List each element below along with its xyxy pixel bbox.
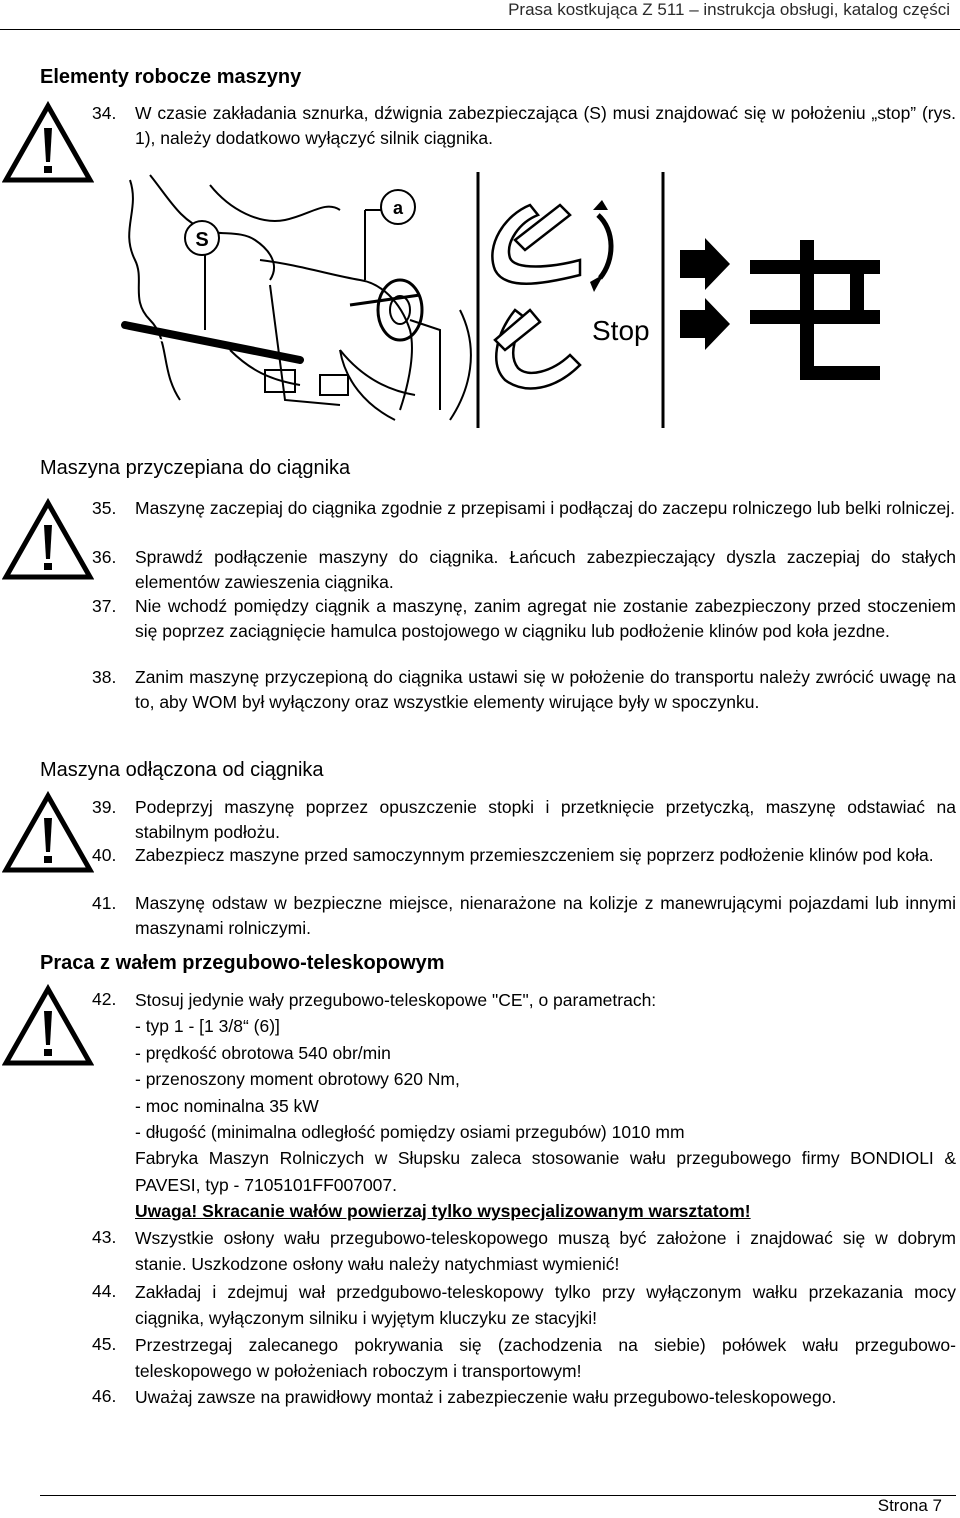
list-item-46 — [92, 1384, 956, 1410]
section-title-attached: Maszyna przyczepiana do ciągnika — [40, 457, 351, 479]
item-number: 36. — [92, 547, 117, 567]
list-item-34 — [92, 101, 956, 150]
arrow-right-icon — [680, 238, 730, 290]
list-item-37 — [92, 594, 956, 643]
list-item-35 — [92, 496, 956, 521]
item-number: 40. — [92, 845, 117, 865]
item-text: Maszynę odstaw w bezpieczne miejsce, nienarażone na kolizje z manewrującymi pojazdami lub innymi maszynami rolniczymi. — [135, 893, 956, 938]
param-type: - typ 1 - [1 3/8“ (6)] — [135, 1016, 280, 1037]
item-number: 35. — [92, 498, 117, 518]
list-item-38 — [92, 665, 956, 714]
warning-triangle-icon — [2, 983, 94, 1067]
item-number: 42. — [92, 989, 117, 1009]
warning-triangle-icon — [2, 790, 94, 874]
param-speed: - prędkość obrotowa 540 obr/min — [135, 1042, 391, 1063]
document-title: Prasa kostkująca Z 511 – instrukcja obsługi, katalog części — [508, 0, 950, 19]
label-stop: Stop — [592, 315, 650, 346]
warning-triangle-icon — [2, 100, 94, 184]
recommendation-text: Fabryka Maszyn Rolniczych w Słupsku zaleca stosowanie wału przegubowego firmy BONDIOLI & PAVESI, typ - 7105101FF007007. — [135, 1148, 956, 1195]
arrow-right-icon — [680, 298, 730, 350]
item-number: 45. — [92, 1334, 117, 1354]
item-text: Uważaj zawsze na prawidłowy montaż i zabezpieczenie wału przegubowo-teleskopowego. — [135, 1387, 837, 1407]
item-number: 41. — [92, 893, 117, 913]
section-title-pto-shaft: Praca z wałem przegubowo-teleskopowym — [40, 952, 445, 974]
figure-twine-lever — [110, 170, 960, 428]
lever-bar-symbol — [750, 240, 880, 380]
machine-drawing — [125, 175, 471, 420]
item-text: Zabezpiecz maszyne przed samoczynnym przemieszczeniem się poprzerz podłożenie klinów pod koła. — [135, 845, 934, 865]
list-item-39 — [92, 795, 956, 844]
list-item-40 — [92, 843, 956, 868]
page-number: Strona 7 — [877, 1496, 942, 1515]
list-item-45 — [92, 1332, 956, 1385]
item-number: 46. — [92, 1386, 117, 1406]
item-text: Podeprzyj maszynę poprzez opuszczenie stopki i przetknięcie przetyczką, maszynę odstawiać na stabilnym podłożu. — [135, 797, 956, 842]
item-text: Maszynę zaczepiaj do ciągnika zgodnie z przepisami i podłączaj do zaczepu rolniczego lub belki rolniczej. — [135, 498, 956, 518]
label-s: S — [195, 229, 209, 251]
item-number: 34. — [92, 103, 117, 123]
list-item-36 — [92, 545, 956, 594]
list-item-44 — [92, 1279, 956, 1332]
item-number: 44. — [92, 1281, 117, 1301]
footer-rule — [40, 1495, 956, 1496]
list-item-43 — [92, 1225, 956, 1278]
list-item-42 — [92, 987, 956, 1225]
item-text: Nie wchodź pomiędzy ciągnik a maszynę, zanim agregat nie zostanie zabezpieczony przed stoczeniem się poprzez zaciągnięcie hamulca postojowego w ciągniku lub podłożenie klinów pod koła jezdne. — [135, 596, 956, 641]
label-a: a — [392, 198, 404, 218]
item-number: 38. — [92, 667, 117, 687]
item-text: Zanim maszynę przyczepioną do ciągnika ustawi się w położenie do transportu należy zwrócić uwagę na to, aby WOM był wyłączony oraz wszystkie elementy wirujące były w spoczynku. — [135, 667, 956, 712]
item-text: W czasie zakładania sznurka, dźwignia zabezpieczająca (S) musi znajdować się w położeniu „stop” (rys. 1), należy dodatkowo wyłączyć silnik ciągnika. — [135, 103, 956, 148]
item-text: Wszystkie osłony wału przegubowo-teleskopowego muszą być założone i znajdować się w dobrym stanie. Uszkodzone osłony wału należy natychmiast wymienić! — [135, 1228, 956, 1275]
item-text: Przestrzegaj zalecanego pokrywania się (zachodzenia na siebie) połówek wału przegubowo-teleskopowego w położeniach roboczym i transportowym! — [135, 1335, 956, 1382]
warning-note: Uwaga! Skracanie wałów powierzaj tylko wyspecjalizowanym warsztatom! — [135, 1201, 751, 1222]
param-power: - moc nominalna 35 kW — [135, 1095, 319, 1116]
item-number: 39. — [92, 797, 117, 817]
lever-hook-icon — [492, 205, 580, 284]
lever-hook-stop-icon — [495, 310, 580, 388]
item-text: Stosuj jedynie wały przegubowo-teleskopowe "CE", o parametrach: — [135, 990, 657, 1010]
item-text: Zakładaj i zdejmuj wał przedgubowo-teleskopowy tylko przy wyłączonym wałku przekazania mocy ciągnika, wyłączonym silniku i wyjętym kluczyku ze stacyjki! — [135, 1282, 956, 1329]
page-header — [0, 0, 960, 30]
section-title-working-elements: Elementy robocze maszyny — [40, 66, 302, 88]
section-title-detached: Maszyna odłączona od ciągnika — [40, 759, 324, 781]
warning-triangle-icon — [2, 497, 94, 581]
item-number: 37. — [92, 596, 117, 616]
item-text: Sprawdź podłączenie maszyny do ciągnika. Łańcuch zabezpieczający dyszla zaczepiaj do stałych elementów zawieszenia ciągnika. — [135, 547, 956, 592]
item-number: 43. — [92, 1227, 117, 1247]
param-torque: - przenoszony moment obrotowy 620 Nm, — [135, 1069, 460, 1090]
param-length: - długość (minimalna odległość pomiędzy osiami przegubów) 1010 mm — [135, 1122, 685, 1143]
list-item-41 — [92, 891, 956, 940]
